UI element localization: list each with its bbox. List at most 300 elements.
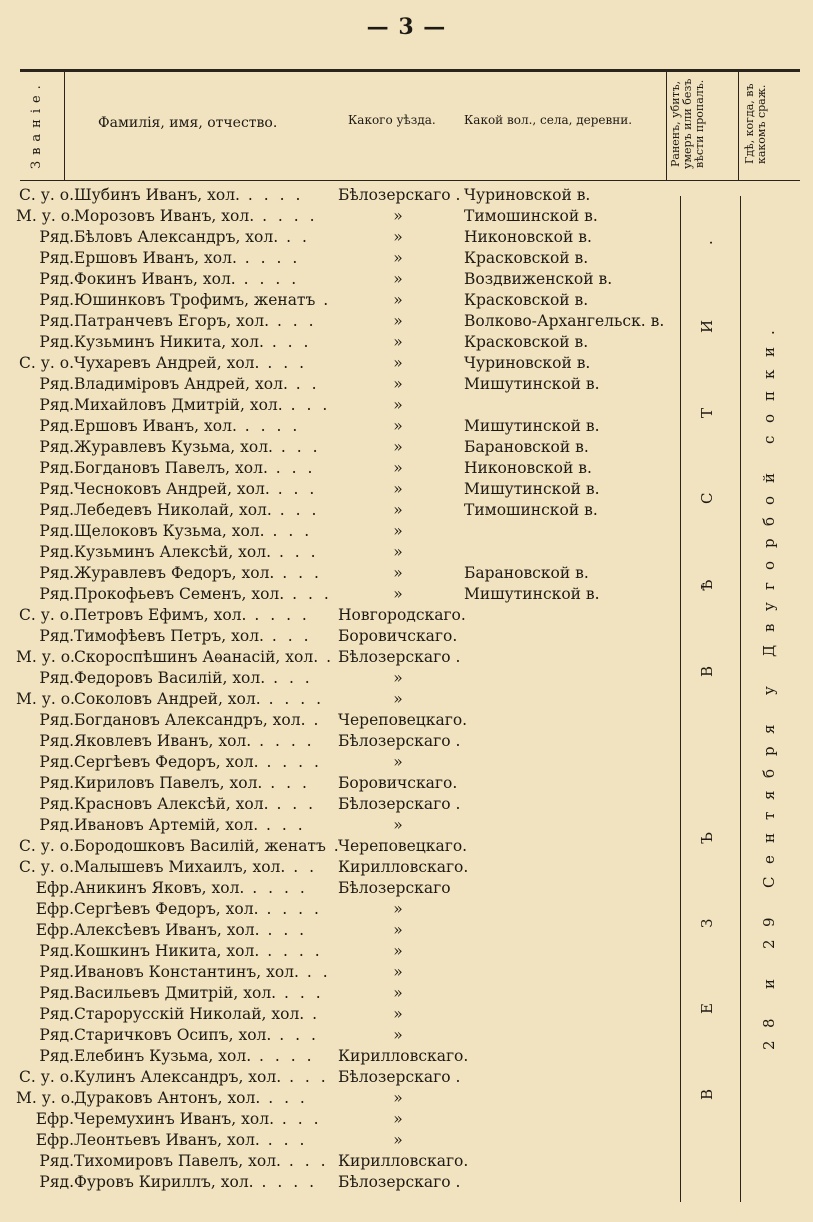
table-row — [16, 1004, 666, 1025]
row-name — [74, 836, 342, 857]
row-volost: Мишутинской в. — [464, 417, 600, 435]
row-name — [74, 1046, 342, 1067]
row-name — [74, 311, 342, 332]
row-leader-dots: . . . — [272, 438, 321, 456]
row-leader-dots: . . — [278, 228, 310, 246]
row-volost: Красковской в. — [464, 249, 589, 267]
row-leader-dots: . . . — [267, 459, 316, 477]
row-uezd: Кирилловскаго. — [338, 1152, 468, 1170]
row-rank: Ряд. — [39, 249, 74, 267]
row-rank: Ряд. — [39, 963, 74, 981]
table-row — [16, 962, 666, 983]
row-name — [74, 542, 342, 563]
table-row — [16, 815, 666, 836]
row-rank: Ряд. — [39, 312, 74, 330]
row-uezd: Бѣлозерскаго . — [338, 732, 461, 750]
row-name — [74, 1088, 342, 1109]
letter: С — [698, 493, 716, 505]
table-row — [16, 1046, 666, 1067]
row-leader-dots: . . . . — [253, 1173, 318, 1191]
table-row — [16, 668, 666, 689]
row-volost: Чуриновской в. — [464, 354, 591, 372]
row-name — [74, 248, 342, 269]
row-uezd: Новгородскаго. — [338, 606, 466, 624]
row-uezd: » — [393, 459, 403, 477]
row-name-text: Михайловъ Дмитрій, хол. — [74, 396, 283, 414]
row-leader-dots: . . . . — [260, 690, 325, 708]
table-row — [16, 332, 666, 353]
row-uezd: » — [393, 942, 403, 960]
row-rank: С. у. о. — [19, 186, 74, 204]
row-leader-dots: . . . — [263, 333, 312, 351]
row-rank: Ефр. — [35, 900, 74, 918]
row-name-text: Фуровъ Кириллъ, хол. — [74, 1173, 254, 1191]
row-uezd: » — [393, 900, 403, 918]
row-name-text: Ершовъ Иванъ, хол. — [74, 417, 237, 435]
row-leader-dots: . . . — [281, 1068, 329, 1086]
row-name-text: Богдановъ Павелъ, хол. — [74, 459, 268, 477]
row-uezd: » — [393, 816, 403, 834]
letter: С — [760, 876, 778, 889]
row-rank: Ряд. — [39, 942, 74, 960]
table-row — [16, 941, 666, 962]
letter: о — [760, 495, 778, 505]
table-row — [16, 290, 666, 311]
row-name-text: Старичковъ Осипъ, хол. — [74, 1026, 272, 1044]
row-name-text: Владиміровъ Андрей, хол. — [74, 375, 288, 393]
row-leader-dots: . . . — [258, 816, 306, 834]
letter: и — [760, 347, 778, 358]
row-uezd: Кирилловскаго. — [338, 858, 468, 876]
row-name — [74, 206, 342, 227]
page-number: — 3 — — [366, 14, 447, 40]
table-row — [16, 1025, 666, 1046]
table-row — [16, 479, 666, 500]
row-leader-dots: . . . . — [254, 207, 318, 225]
letter — [760, 669, 778, 674]
row-rank: Ряд. — [39, 459, 74, 477]
table-row — [16, 1130, 666, 1151]
table-row — [16, 437, 666, 458]
letter: у — [760, 602, 778, 612]
row-name — [74, 479, 342, 500]
header-zvanie: Званіе. — [29, 79, 44, 169]
row-leader-dots: . . . — [260, 1089, 308, 1107]
row-name-text: Ершовъ Иванъ, хол. — [74, 249, 237, 267]
row-leader-dots: . . . — [271, 1026, 319, 1044]
row-name — [74, 626, 342, 647]
row-leader-dots: . . . . — [251, 732, 315, 750]
row-name-text: Морозовъ Иванъ, хол. — [74, 207, 255, 225]
row-name-text: Петровъ Ефимъ, хол. — [74, 606, 247, 624]
row-volost: Мишутинской в. — [464, 585, 600, 603]
row-name — [74, 857, 342, 878]
row-name-text: Чесноковъ Андрей, хол. — [74, 480, 270, 498]
header-where: Гдѣ, когда, въ какомъ сраж. — [743, 83, 768, 165]
letter — [698, 752, 716, 757]
letter: 8 — [760, 1018, 778, 1029]
row-leader-dots: . . . . — [239, 186, 304, 204]
row-name-text: Аникинъ Яковъ, хол. — [74, 879, 245, 897]
row-uezd: » — [393, 354, 403, 372]
header-volost: Какой вол., села, деревни. — [464, 113, 633, 127]
row-leader-dots: . — [318, 648, 334, 666]
row-rank: Ряд. — [39, 501, 74, 519]
row-uezd: » — [393, 291, 403, 309]
row-name — [74, 899, 342, 920]
letter: 2 — [760, 939, 778, 950]
row-rank: Ряд. — [39, 795, 74, 813]
letter: с — [760, 435, 778, 444]
table-row — [16, 752, 666, 773]
row-name — [74, 290, 342, 311]
row-name-text: Бородошковъ Василій, женатъ — [74, 837, 326, 855]
table-row — [16, 1109, 666, 1130]
header-uezd: Какого уѣзда. — [348, 113, 436, 127]
row-uezd: » — [393, 1089, 403, 1107]
row-volost: Мишутинской в. — [464, 375, 600, 393]
row-rank: М. у. о. — [16, 1089, 75, 1107]
row-name — [74, 416, 342, 437]
letter: я — [760, 790, 778, 800]
row-uezd: » — [393, 585, 403, 603]
letter: 9 — [760, 917, 778, 928]
row-name-text: Юшинковъ Трофимъ, женатъ — [74, 291, 316, 309]
header-divider — [64, 70, 65, 180]
row-uezd: Боровичскаго. — [338, 774, 458, 792]
table-row — [16, 605, 666, 626]
row-name — [74, 1025, 342, 1046]
row-leader-dots: . . . — [274, 564, 322, 582]
letter — [760, 1001, 778, 1006]
table-row — [16, 689, 666, 710]
row-rank: Ряд. — [39, 711, 74, 729]
row-rank: Ряд. — [39, 627, 74, 645]
row-rank: Ряд. — [39, 375, 74, 393]
row-uezd: » — [393, 1005, 403, 1023]
letter: у — [760, 686, 778, 696]
row-rank: М. у. о. — [16, 690, 75, 708]
row-uezd: » — [393, 1110, 403, 1128]
row-name — [74, 332, 342, 353]
row-rank: Ряд. — [39, 564, 74, 582]
row-uezd: » — [393, 249, 403, 267]
table-row — [16, 416, 666, 437]
table-row — [16, 983, 666, 1004]
row-name — [74, 185, 342, 206]
row-uezd: » — [393, 753, 403, 771]
table-row — [16, 584, 666, 605]
row-leader-dots: . . . — [271, 543, 319, 561]
row-leader-dots: . — [325, 837, 342, 855]
letter: б — [760, 768, 778, 778]
row-name — [74, 1151, 342, 1172]
row-uezd: » — [393, 690, 403, 708]
header-name: Фамилія, имя, отчество. — [98, 115, 278, 131]
table-row — [16, 1088, 666, 1109]
table-row — [16, 731, 666, 752]
letter — [760, 456, 778, 461]
letter: о — [760, 413, 778, 423]
row-rank: Ряд. — [39, 1152, 74, 1170]
row-rank: Ефр. — [35, 1131, 74, 1149]
row-name — [74, 983, 342, 1004]
table-row — [16, 311, 666, 332]
row-rank: Ряд. — [39, 1026, 74, 1044]
row-name-text: Кузьминъ Алексѣй, хол. — [74, 543, 272, 561]
row-uezd: » — [393, 480, 403, 498]
row-leader-dots: . . . — [259, 354, 307, 372]
row-volost: Чуриновской в. — [464, 186, 591, 204]
letter: Е — [698, 1003, 716, 1014]
letter: Ъ — [698, 831, 716, 844]
row-volost: Тимошинской в. — [464, 207, 598, 225]
row-name-text: Васильевъ Дмитрій, хол. — [74, 984, 277, 1002]
row-name-text: Дураковъ Антонъ, хол. — [74, 1089, 261, 1107]
row-leader-dots: . . . — [268, 795, 317, 813]
table-row — [16, 1151, 666, 1172]
table-row — [16, 773, 666, 794]
row-name-text: Черемухинъ Иванъ, хол. — [74, 1110, 274, 1128]
row-leader-dots: . . . — [265, 669, 313, 687]
row-name-text: Кузьминъ Никита, хол. — [74, 333, 264, 351]
row-name-text: Журавлевъ Кузьма, хол. — [74, 438, 273, 456]
row-uezd: » — [393, 522, 403, 540]
row-leader-dots: . . . . — [258, 753, 322, 771]
row-uezd: » — [393, 270, 403, 288]
row-rank: С. у. о. — [19, 837, 74, 855]
row-rank: Ряд. — [39, 1005, 74, 1023]
row-rank: Ряд. — [39, 522, 74, 540]
row-rank: Ряд. — [39, 816, 74, 834]
letter: р — [760, 538, 778, 549]
letter: т — [760, 812, 778, 821]
row-volost: Волково-Архангельск. в. — [464, 312, 665, 330]
letter: н — [760, 832, 778, 843]
row-rank: Ефр. — [35, 921, 74, 939]
row-rank: Ефр. — [35, 879, 74, 897]
row-rank: Ряд. — [39, 438, 74, 456]
row-name — [74, 941, 342, 962]
row-uezd: Бѣлозерскаго . — [338, 186, 461, 204]
row-name — [74, 395, 342, 416]
table-row — [16, 227, 666, 248]
row-volost: Тимошинской в. — [464, 501, 598, 519]
row-name-text: Яковлевъ Иванъ, хол. — [74, 732, 252, 750]
letter: и — [760, 978, 778, 989]
row-name — [74, 668, 342, 689]
row-leader-dots: . — [305, 711, 322, 729]
letter: Ѣ — [698, 579, 716, 591]
row-leader-dots: . . . . — [244, 879, 308, 897]
letter: п — [760, 391, 778, 402]
table-row — [16, 920, 666, 941]
row-name — [74, 521, 342, 542]
row-uezd: » — [393, 417, 403, 435]
row-rank: Ряд. — [39, 753, 74, 771]
row-leader-dots: . . . . — [235, 270, 300, 288]
row-name-text: Старорусскій Николай, хол. — [74, 1005, 305, 1023]
row-uezd: Череповецкаго. — [338, 837, 468, 855]
row-name — [74, 374, 342, 395]
row-leader-dots: . . . . — [246, 606, 310, 624]
row-name-text: Шубинъ Иванъ, хол. — [74, 186, 240, 204]
row-volost: Никоновской в. — [464, 228, 592, 246]
letter: В — [698, 665, 716, 677]
row-name-text: Чухаревъ Андрей, хол. — [74, 354, 260, 372]
row-name — [74, 815, 342, 836]
row-name — [74, 794, 342, 815]
header-status: Раненъ, убитъ, умеръ или безъ вѣсти пропалъ. — [669, 78, 706, 170]
letter: Д — [760, 644, 778, 657]
row-name — [74, 689, 342, 710]
status-text — [692, 240, 722, 1100]
table-row — [16, 710, 666, 731]
letter — [760, 901, 778, 906]
row-name-text: Бѣловъ Александръ, хол. — [74, 228, 279, 246]
row-rank: С. у. о. — [19, 354, 74, 372]
row-leader-dots: . . . — [271, 501, 320, 519]
table-row — [16, 353, 666, 374]
table-row — [16, 521, 666, 542]
row-name — [74, 584, 342, 605]
row-name — [74, 458, 342, 479]
row-uezd: » — [393, 312, 403, 330]
row-leader-dots: . . . — [259, 1131, 308, 1149]
row-name — [74, 773, 342, 794]
row-leader-dots: . . . — [276, 984, 324, 1002]
row-uezd: Бѣлозерскаго . — [338, 648, 461, 666]
row-rank: Ряд. — [39, 669, 74, 687]
letter: Т — [698, 407, 716, 418]
row-name-text: Тимофѣевъ Петръ, хол. — [74, 627, 264, 645]
table-row — [16, 248, 666, 269]
row-leader-dots: . — [315, 291, 332, 309]
row-uezd: Бѣлозерскаго . — [338, 1173, 461, 1191]
table-row — [16, 1067, 666, 1088]
letter: . — [698, 240, 716, 245]
row-leader-dots: . . . — [263, 627, 312, 645]
row-name-text: Ивановъ Артемій, хол. — [74, 816, 259, 834]
letter: г — [760, 582, 778, 591]
row-name-text: Патранчевъ Егоръ, хол. — [74, 312, 270, 330]
letter: к — [760, 369, 778, 380]
letter: е — [760, 855, 778, 865]
row-uezd: » — [393, 228, 403, 246]
row-name — [74, 752, 342, 773]
row-volost: Красковской в. — [464, 333, 589, 351]
row-leader-dots: . . — [285, 858, 318, 876]
letter: й — [760, 473, 778, 484]
where-brace — [740, 196, 741, 1202]
row-name-text: Щелоковъ Кузьма, хол. — [74, 522, 265, 540]
row-uezd: » — [393, 333, 403, 351]
row-name-text: Малышевъ Михаилъ, хол. — [74, 858, 286, 876]
row-leader-dots: . . . — [284, 585, 332, 603]
row-leader-dots: . . . — [280, 1152, 329, 1170]
table-row — [16, 878, 666, 899]
row-uezd: » — [393, 501, 403, 519]
row-leader-dots: . . — [298, 963, 331, 981]
row-leader-dots: . . . — [269, 312, 317, 330]
row-leader-dots: . . . . — [259, 942, 323, 960]
row-uezd: » — [393, 543, 403, 561]
row-rank: С. у. о. — [19, 606, 74, 624]
header-divider — [738, 70, 739, 180]
row-name — [74, 1130, 342, 1151]
row-name-text: Леонтьевъ Иванъ, хол. — [74, 1131, 260, 1149]
letter: о — [760, 560, 778, 570]
row-rank: Ряд. — [39, 417, 74, 435]
row-name — [74, 878, 342, 899]
row-uezd: » — [393, 396, 403, 414]
table-row — [16, 185, 666, 206]
row-name — [74, 563, 342, 584]
row-rank: Ефр. — [35, 1110, 74, 1128]
letter: З — [698, 918, 716, 929]
row-name — [74, 605, 342, 626]
letter: . — [760, 330, 778, 335]
letter: И — [698, 319, 716, 333]
row-name-text: Журавлевъ Федоръ, хол. — [74, 564, 275, 582]
row-rank: М. у. о. — [16, 648, 75, 666]
row-rank: Ряд. — [39, 543, 74, 561]
row-name — [74, 731, 342, 752]
row-name-text: Елебинъ Кузьма, хол. — [74, 1047, 252, 1065]
row-name — [74, 500, 342, 521]
row-rank: М. у. о. — [16, 207, 75, 225]
table-row — [16, 836, 666, 857]
letter — [760, 708, 778, 713]
row-uezd: » — [393, 1131, 403, 1149]
row-rank: Ряд. — [39, 480, 74, 498]
row-uezd: Кирилловскаго. — [338, 1047, 468, 1065]
row-uezd: Череповецкаго. — [338, 711, 468, 729]
row-rank: Ряд. — [39, 333, 74, 351]
row-leader-dots: . . . . — [251, 1047, 315, 1065]
row-name-text: Скороспѣшинъ Аѳанасій, хол. — [74, 648, 319, 666]
row-volost: Красковской в. — [464, 291, 589, 309]
table-row — [16, 458, 666, 479]
row-leader-dots: . . . . — [236, 249, 301, 267]
row-name — [74, 1004, 342, 1025]
table-row — [16, 206, 666, 227]
row-name-text: Ивановъ Константинъ, хол. — [74, 963, 299, 981]
row-rank: Ряд. — [39, 774, 74, 792]
letter: в — [760, 623, 778, 633]
row-name — [74, 962, 342, 983]
row-leader-dots: . . . . — [258, 900, 322, 918]
row-name — [74, 1067, 342, 1088]
row-leader-dots: . . . — [274, 1110, 322, 1128]
row-leader-dots: . — [304, 1005, 321, 1023]
row-leader-dots: . . . — [262, 774, 310, 792]
table-row — [16, 1172, 666, 1193]
row-uezd: » — [393, 963, 403, 981]
letter: 2 — [760, 1040, 778, 1050]
row-name-text: Сергѣевъ Федоръ, хол. — [74, 900, 259, 918]
table-header-rule — [20, 180, 800, 181]
table-row — [16, 395, 666, 416]
row-name — [74, 269, 342, 290]
table-row — [16, 899, 666, 920]
row-volost: Барановской в. — [464, 564, 589, 582]
row-name — [74, 437, 342, 458]
row-name — [74, 227, 342, 248]
table-row — [16, 269, 666, 290]
row-name — [74, 647, 342, 668]
row-uezd: » — [393, 1026, 403, 1044]
